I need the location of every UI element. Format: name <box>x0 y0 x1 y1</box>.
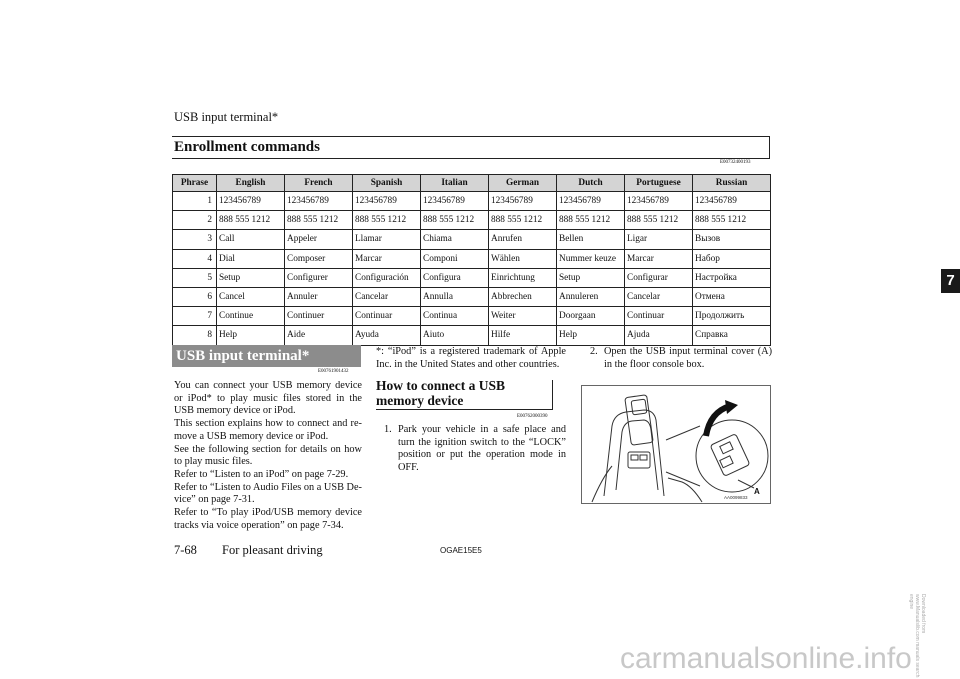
table-row <box>173 287 771 306</box>
table-cell: Continuer <box>285 307 353 326</box>
table-cell: 888 555 1212 <box>285 211 353 230</box>
phrase-number-cell: 8 <box>173 326 217 345</box>
table-cell: Continue <box>217 307 285 326</box>
table-cell: Cancel <box>217 287 285 306</box>
step-number: 1. <box>384 424 392 435</box>
table-cell: 888 555 1212 <box>693 211 771 230</box>
connect-title: How to connect a USB memory device <box>376 378 505 408</box>
col-header: Dutch <box>557 175 625 192</box>
table-cell: Configuración <box>353 268 421 287</box>
table-cell: Справка <box>693 326 771 345</box>
table-cell: Help <box>217 326 285 345</box>
table-row <box>173 249 771 268</box>
col-header: English <box>217 175 285 192</box>
table-cell: 888 555 1212 <box>353 211 421 230</box>
table-cell: 123456789 <box>489 192 557 211</box>
table-cell: 888 555 1212 <box>557 211 625 230</box>
table-cell: Continuar <box>353 307 421 326</box>
col-header: Spanish <box>353 175 421 192</box>
enrollment-commands-table <box>172 174 771 346</box>
reference: Refer to “Listen to Audio Files on a USB De-vice” on page 7-31. <box>174 481 362 506</box>
table-cell: Llamar <box>353 230 421 249</box>
section-title: Enrollment commands <box>174 139 320 155</box>
phrase-number-cell: 5 <box>173 268 217 287</box>
table-cell: 123456789 <box>421 192 489 211</box>
chapter-tab: 7 <box>941 269 960 293</box>
table-cell: Help <box>557 326 625 345</box>
table-row <box>173 326 771 345</box>
col-header: French <box>285 175 353 192</box>
table-cell: Configurer <box>285 268 353 287</box>
console-box-drawing <box>582 386 770 503</box>
table-cell: Setup <box>217 268 285 287</box>
step-number: 2. <box>590 346 598 357</box>
table-row <box>173 211 771 230</box>
table-cell: Wählen <box>489 249 557 268</box>
col-header: Russian <box>693 175 771 192</box>
table-cell: Nummer keuze <box>557 249 625 268</box>
phrase-number-cell: 4 <box>173 249 217 268</box>
table-cell: 123456789 <box>625 192 693 211</box>
table-row <box>173 192 771 211</box>
table-cell: Doorgaan <box>557 307 625 326</box>
table-cell: Отмена <box>693 287 771 306</box>
reference: Refer to “Listen to an iPod” on page 7-29. <box>174 468 349 480</box>
table-cell: Configura <box>421 268 489 287</box>
table-cell: Continuar <box>625 307 693 326</box>
table-cell: 888 555 1212 <box>421 211 489 230</box>
col-header: German <box>489 175 557 192</box>
step-1: Park your vehicle in a safe place and turn the ignition switch to the “LOCK” position or put the operation mode in OFF. <box>398 424 566 474</box>
figure-label-a: A <box>754 487 760 496</box>
table-cell: Aiuto <box>421 326 489 345</box>
table-cell: Appeler <box>285 230 353 249</box>
table-row <box>173 230 771 249</box>
usb-body <box>174 380 362 532</box>
phrase-number-cell: 1 <box>173 192 217 211</box>
table-cell: Continua <box>421 307 489 326</box>
footer-title: For pleasant driving <box>222 543 323 557</box>
table-cell: Anrufen <box>489 230 557 249</box>
table-cell: Abbrechen <box>489 287 557 306</box>
table-header-row <box>173 175 771 192</box>
table-cell: Bellen <box>557 230 625 249</box>
table-cell: Продолжить <box>693 307 771 326</box>
table-cell: 123456789 <box>557 192 625 211</box>
paragraph: You can connect your USB memory device or iPod* to play music files stored in the USB memory device or iPod. <box>174 380 362 417</box>
col-header: Phrase <box>173 175 217 192</box>
section-code: E00732400193 <box>720 160 751 165</box>
table-cell: Call <box>217 230 285 249</box>
step-2: Open the USB input terminal cover (A) in the floor console box. <box>604 346 772 370</box>
usb-section-code: E00761901432 <box>318 369 349 374</box>
table-cell: Marcar <box>353 249 421 268</box>
table-cell: Настройка <box>693 268 771 287</box>
paragraph: This section explains how to connect and re-move a USB memory device or iPod. <box>174 418 362 442</box>
document-code: OGAE15E5 <box>440 546 482 555</box>
table-cell: 888 555 1212 <box>217 211 285 230</box>
running-head: USB input terminal* <box>174 110 279 124</box>
section-rule <box>172 158 770 159</box>
table-row <box>173 268 771 287</box>
phrase-number-cell: 2 <box>173 211 217 230</box>
table-cell: Hilfe <box>489 326 557 345</box>
connect-code: E00762000390 <box>517 414 548 419</box>
col-header: Italian <box>421 175 489 192</box>
table-cell: Cancelar <box>353 287 421 306</box>
table-cell: 888 555 1212 <box>489 211 557 230</box>
table-cell: Вызов <box>693 230 771 249</box>
table-cell: Ajuda <box>625 326 693 345</box>
table-cell: 123456789 <box>217 192 285 211</box>
table-cell: Annuleren <box>557 287 625 306</box>
page-number: 7-68 <box>174 543 197 557</box>
table-row <box>173 307 771 326</box>
usb-section-title: USB input terminal* <box>172 345 361 367</box>
trademark-note: *: “iPod” is a registered trademark of Apple Inc. in the United States and other countries. <box>376 346 566 370</box>
table-cell: Chiama <box>421 230 489 249</box>
reference: Refer to “To play iPod/USB memory device tracks via voice operation” on page 7-34. <box>174 507 362 531</box>
table-cell: Setup <box>557 268 625 287</box>
phrase-number-cell: 7 <box>173 307 217 326</box>
col-header: Portuguese <box>625 175 693 192</box>
table-cell: Einrichtung <box>489 268 557 287</box>
table-cell: 123456789 <box>353 192 421 211</box>
table-cell: Dial <box>217 249 285 268</box>
table-cell: Cancelar <box>625 287 693 306</box>
table-cell: Annuler <box>285 287 353 306</box>
watermark-side: Downloaded from www.Manualslib.com manuals search engine <box>908 594 926 678</box>
table-cell: Annulla <box>421 287 489 306</box>
table-cell: Aide <box>285 326 353 345</box>
table-cell: 123456789 <box>693 192 771 211</box>
table-cell: Componi <box>421 249 489 268</box>
figure-code: AA0099833 <box>724 495 748 500</box>
table-cell: Marcar <box>625 249 693 268</box>
table-cell: Ligar <box>625 230 693 249</box>
table-cell: Composer <box>285 249 353 268</box>
phrase-number-cell: 3 <box>173 230 217 249</box>
watermark: carmanualsonline.info <box>620 642 912 675</box>
table-cell: Набор <box>693 249 771 268</box>
table-cell: Configurar <box>625 268 693 287</box>
paragraph: See the following section for details on how to play music files. <box>174 443 362 468</box>
table-cell: 123456789 <box>285 192 353 211</box>
phrase-number-cell: 6 <box>173 287 217 306</box>
table-cell: Ayuda <box>353 326 421 345</box>
usb-cover-illustration <box>581 385 771 504</box>
table-cell: 888 555 1212 <box>625 211 693 230</box>
table-cell: Weiter <box>489 307 557 326</box>
